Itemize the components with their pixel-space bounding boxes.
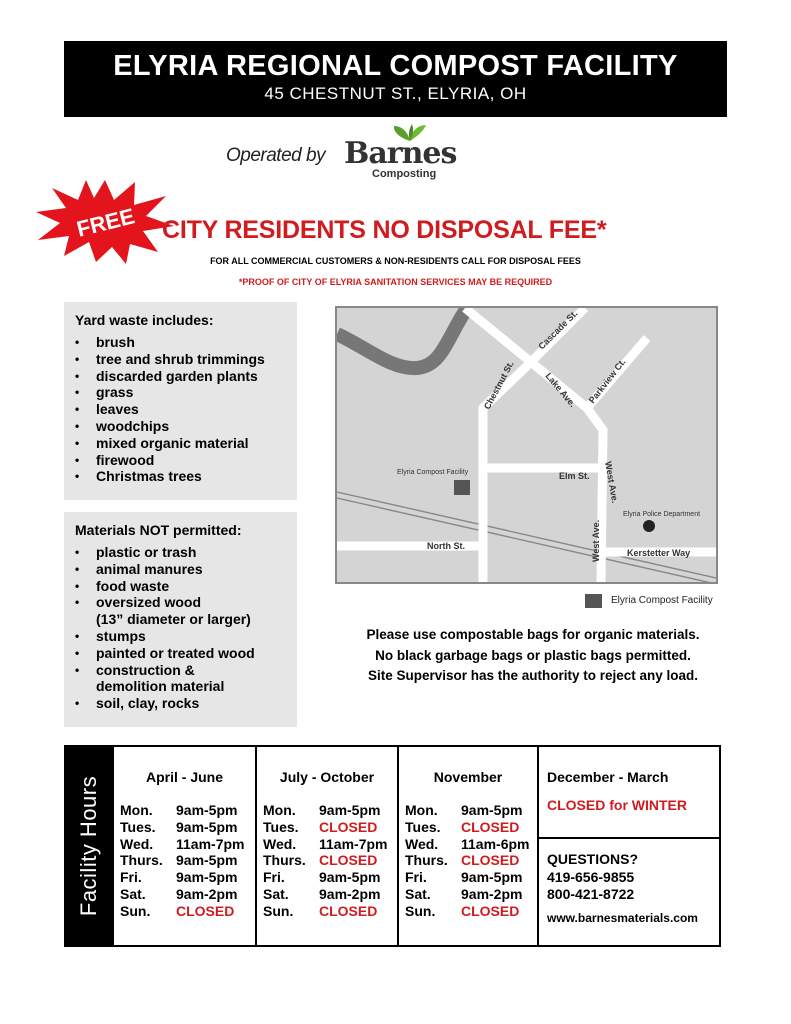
facility-address: 45 CHESTNUT ST., ELYRIA, OH: [264, 84, 527, 103]
brand-subtitle: Composting: [372, 168, 437, 180]
facility-hours-label-bar: [66, 747, 112, 945]
day-hours: CLOSED: [176, 902, 235, 919]
legend-swatch: [585, 594, 602, 608]
list-item: • oversized wood: [75, 594, 202, 611]
phone-number-2: 800-421-8722: [547, 886, 635, 902]
facility-hours-label: Facility Hours: [76, 775, 101, 917]
winter-status: CLOSED for WINTER: [547, 797, 687, 813]
day-label: Sat.: [120, 885, 146, 902]
season-title: July - October: [279, 769, 375, 785]
day-label: Sat.: [263, 885, 289, 902]
day-hours: 11am-7pm: [319, 835, 388, 852]
not-permitted-title: Materials NOT permitted:: [75, 522, 242, 538]
hours-row: [405, 802, 537, 819]
yard-waste-panel: [64, 302, 297, 500]
notice-line: No black garbage bags or plastic bags permitted.: [375, 647, 691, 663]
day-label: Fri.: [263, 869, 285, 886]
list-item: • woodchips: [75, 417, 170, 434]
railroad: [337, 492, 716, 578]
website-link[interactable]: www.barnesmaterials.com: [547, 911, 698, 925]
winter-title: December - March: [547, 769, 669, 785]
hours-row: [405, 869, 537, 886]
label-compost-facility: Elyria Compost Facility: [397, 469, 469, 476]
season-rows: [399, 802, 537, 920]
day-hours: CLOSED: [461, 852, 520, 869]
label-parkview: Parkview Ct.: [586, 356, 628, 406]
season-column: [397, 747, 537, 945]
season-column: [112, 747, 255, 945]
questions-label: QUESTIONS?: [547, 851, 639, 867]
day-label: Fri.: [405, 869, 427, 886]
day-hours: CLOSED: [461, 818, 520, 835]
hours-row: [263, 869, 397, 886]
label-west-ave-1: West Ave.: [603, 460, 621, 504]
day-hours: 11am-7pm: [176, 835, 245, 852]
legend-label: Elyria Compost Facility: [611, 595, 713, 606]
label-cascade: Cascade St.: [536, 308, 580, 352]
police-department-marker: [643, 520, 655, 532]
proof-note: *PROOF OF CITY OF ELYRIA SANITATION SERVICES MAY BE REQUIRED: [238, 277, 553, 287]
day-hours: 9am-2pm: [461, 885, 523, 902]
list-item: • stumps: [75, 627, 146, 644]
barnes-logo: [344, 124, 457, 184]
list-item: • plastic or trash: [75, 544, 197, 560]
day-hours: CLOSED: [461, 902, 520, 919]
season-column: [255, 747, 397, 945]
hours-row: [263, 886, 397, 903]
day-hours: 9am-5pm: [319, 869, 381, 886]
contact-block: [547, 851, 638, 904]
day-label: Wed.: [405, 835, 439, 852]
hours-row: [263, 852, 397, 869]
hours-row: [405, 852, 537, 869]
day-label: Tues.: [405, 818, 441, 835]
list-item: • discarded garden plants: [75, 367, 258, 384]
day-hours: 9am-5pm: [461, 802, 523, 818]
list-item: • Christmas trees: [75, 468, 202, 485]
day-hours: 11am-6pm: [461, 835, 530, 852]
facility-hours-table: [64, 745, 721, 947]
day-hours: CLOSED: [319, 852, 378, 869]
yard-waste-list: [75, 334, 297, 485]
hours-row: [120, 886, 255, 903]
day-label: Mon.: [405, 802, 438, 818]
no-fee-headline: CITY RESIDENTS NO DISPOSAL FEE*: [162, 216, 607, 244]
day-label: Tues.: [120, 818, 156, 835]
divider: [539, 837, 721, 839]
day-label: Mon.: [263, 802, 296, 818]
phone-number-1: 419-656-9855: [547, 868, 635, 885]
list-item-continuation: (13” diameter or larger): [96, 611, 251, 628]
day-label: Sat.: [405, 885, 431, 902]
day-label: Tues.: [263, 818, 299, 835]
river: [337, 308, 467, 368]
list-item: • grass: [75, 384, 134, 401]
season-title: April - June: [145, 769, 223, 785]
label-kerstetter: Kerstetter Way: [627, 548, 691, 558]
label-police-department: Elyria Police Department: [623, 511, 701, 518]
list-item: • leaves: [75, 401, 139, 418]
label-west-ave-2: West Ave.: [591, 519, 601, 562]
list-item: • brush: [75, 334, 135, 350]
hours-row: [263, 836, 397, 853]
hours-row: [120, 852, 255, 869]
hours-row: [405, 836, 537, 853]
season-title: November: [433, 769, 503, 785]
day-label: Fri.: [120, 869, 142, 886]
winter-column: [537, 747, 721, 945]
list-item: • construction &: [75, 661, 195, 678]
day-label: Thurs.: [405, 852, 448, 869]
facility-title: ELYRIA REGIONAL COMPOST FACILITY: [113, 50, 678, 82]
yard-waste-title: Yard waste includes:: [75, 312, 214, 328]
day-label: Sun.: [405, 902, 436, 919]
day-label: Wed.: [263, 835, 297, 852]
not-permitted-panel: [64, 512, 297, 727]
day-hours: 9am-5pm: [176, 818, 238, 835]
title-banner: [64, 41, 727, 117]
hours-row: [120, 802, 255, 819]
hours-row: [405, 886, 537, 903]
day-label: Sun.: [263, 902, 294, 919]
day-label: Mon.: [120, 802, 153, 818]
hours-row: [263, 802, 397, 819]
day-hours: 9am-5pm: [461, 869, 523, 886]
day-hours: 9am-5pm: [176, 869, 238, 886]
free-starburst: [34, 178, 176, 264]
day-hours: 9am-2pm: [176, 885, 238, 902]
brand-name: Barnes: [344, 136, 457, 171]
hours-row: [120, 869, 255, 886]
notice-line: Please use compostable bags for organic materials.: [366, 627, 700, 642]
compost-facility-marker: [454, 480, 470, 495]
hours-row: [263, 819, 397, 836]
day-hours: CLOSED: [319, 818, 378, 835]
hours-row: [405, 903, 537, 920]
location-map: [335, 306, 718, 584]
hours-row: [120, 836, 255, 853]
hours-row: [263, 903, 397, 920]
list-item: • tree and shrub trimmings: [75, 350, 265, 367]
list-item: • firewood: [75, 451, 155, 468]
fee-note: FOR ALL COMMERCIAL CUSTOMERS & NON-RESIDENTS CALL FOR DISPOSAL FEES: [210, 256, 581, 266]
list-item-continuation: demolition material: [96, 678, 225, 695]
not-permitted-list: [75, 544, 297, 712]
hours-row: [120, 903, 255, 920]
day-hours: 9am-5pm: [176, 852, 238, 869]
list-item: • mixed organic material: [75, 434, 249, 451]
label-chestnut: Chestnut St.: [481, 359, 516, 411]
label-elm: Elm St.: [559, 471, 590, 481]
day-label: Wed.: [120, 835, 154, 852]
bag-notice: [330, 625, 736, 687]
season-rows: [114, 802, 255, 920]
season-rows: [257, 802, 397, 920]
day-hours: 9am-5pm: [176, 802, 238, 818]
day-hours: CLOSED: [319, 902, 378, 919]
day-label: Thurs.: [263, 852, 306, 869]
free-badge-text: FREE: [74, 203, 138, 242]
label-lake: Lake Ave.: [543, 370, 578, 409]
list-item: • food waste: [75, 577, 170, 594]
operated-by-label: Operated by: [226, 145, 326, 166]
list-item: • soil, clay, rocks: [75, 695, 200, 712]
day-label: Thurs.: [120, 852, 163, 869]
hours-row: [405, 819, 537, 836]
day-hours: 9am-5pm: [319, 802, 381, 818]
list-item: • painted or treated wood: [75, 644, 255, 661]
label-north: North St.: [427, 541, 465, 551]
list-item: • animal manures: [75, 560, 203, 577]
hours-row: [120, 819, 255, 836]
notice-line: Site Supervisor has the authority to reject any load.: [367, 668, 699, 683]
day-hours: 9am-2pm: [319, 885, 381, 902]
day-label: Sun.: [120, 902, 151, 919]
